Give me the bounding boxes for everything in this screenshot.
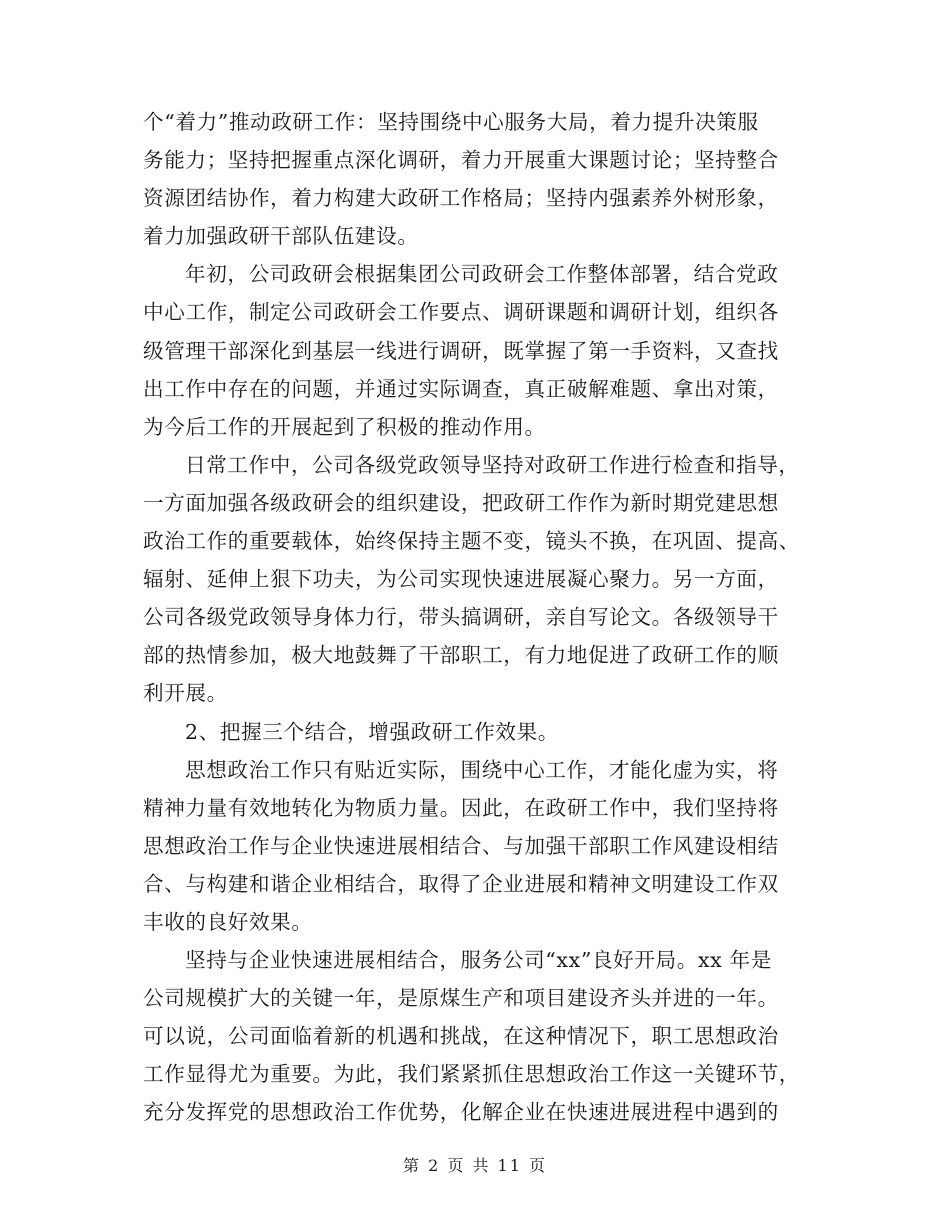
text-line: 合、与构建和谐企业相结合，取得了企业进展和精神文明建设工作双 — [143, 871, 779, 896]
text-line: 务能力；坚持把握重点深化调研，着力开展重大课题讨论；坚持整合 — [143, 148, 779, 173]
text-line: 资源团结协作，着力构建大政研工作格局；坚持内强素养外树形象， — [143, 186, 779, 211]
text-line: 政治工作的重要载体，始终保持主题不变，镜头不换，在巩固、提高、 — [143, 529, 801, 554]
paragraph-first-line: 年初，公司政研会根据集团公司政研会工作整体部署，结合党政 — [185, 262, 779, 287]
text-line: 着力加强政研干部队伍建设。 — [143, 224, 419, 249]
section-heading: 2、把握三个结合，增强政研工作效果。 — [185, 719, 559, 744]
text-line: 精神力量有效地转化为物质力量。因此，在政研工作中，我们坚持将 — [143, 795, 779, 820]
text-line: 一方面加强各级政研会的组织建设，把政研工作作为新时期党建思想 — [143, 490, 779, 515]
text-line: 思想政治工作与企业快速进展相结合、与加强干部职工作风建设相结 — [143, 833, 779, 858]
page-number-footer: 第 2 页 共 11 页 — [403, 1156, 547, 1175]
body-text — [143, 103, 811, 1132]
text-line: 辐射、延伸上狠下功夫，为公司实现快速进展凝心聚力。另一方面， — [143, 567, 779, 592]
text-line: 中心工作，制定公司政研会工作要点、调研课题和调研计划，组织各 — [143, 300, 779, 325]
text-line: 为今后工作的开展起到了积极的推动作用。 — [143, 414, 546, 439]
paragraph-first-line: 思想政治工作只有贴近实际，围绕中心工作，才能化虚为实，将 — [185, 757, 779, 782]
paragraph-first-line: 日常工作中，公司各级党政领导坚持对政研工作进行检查和指导， — [185, 452, 800, 477]
text-line: 利开展。 — [143, 681, 228, 706]
text-line: 级管理干部深化到基层一线进行调研，既掌握了第一手资料，又查找 — [143, 338, 779, 363]
text-line: 工作显得尤为重要。为此，我们紧紧抓住思想政治工作这一关键环节， — [143, 1062, 801, 1087]
text-line: 充分发挥党的思想政治工作优势，化解企业在快速进展进程中遇到的 — [143, 1100, 779, 1125]
text-line: 公司规模扩大的关键一年，是原煤生产和项目建设齐头并进的一年。 — [143, 986, 779, 1011]
text-line: 部的热情参加，极大地鼓舞了干部职工，有力地促进了政研工作的顺 — [143, 643, 779, 668]
text-line: 出工作中存在的问题，并通过实际调查，真正破解难题、拿出对策， — [143, 376, 779, 401]
text-line: 个“着力”推动政研工作：坚持围绕中心服务大局，着力提升决策服 — [143, 110, 759, 134]
text-line: 公司各级党政领导身体力行，带头搞调研，亲自写论文。各级领导干 — [143, 605, 779, 630]
text-line: 可以说，公司面临着新的机遇和挑战，在这种情况下，职工思想政治 — [143, 1024, 779, 1049]
paragraph-first-line: 坚持与企业快速进展相结合，服务公司“xx”良好开局。xx 年是 — [185, 948, 772, 973]
text-line: 丰收的良好效果。 — [143, 909, 313, 934]
